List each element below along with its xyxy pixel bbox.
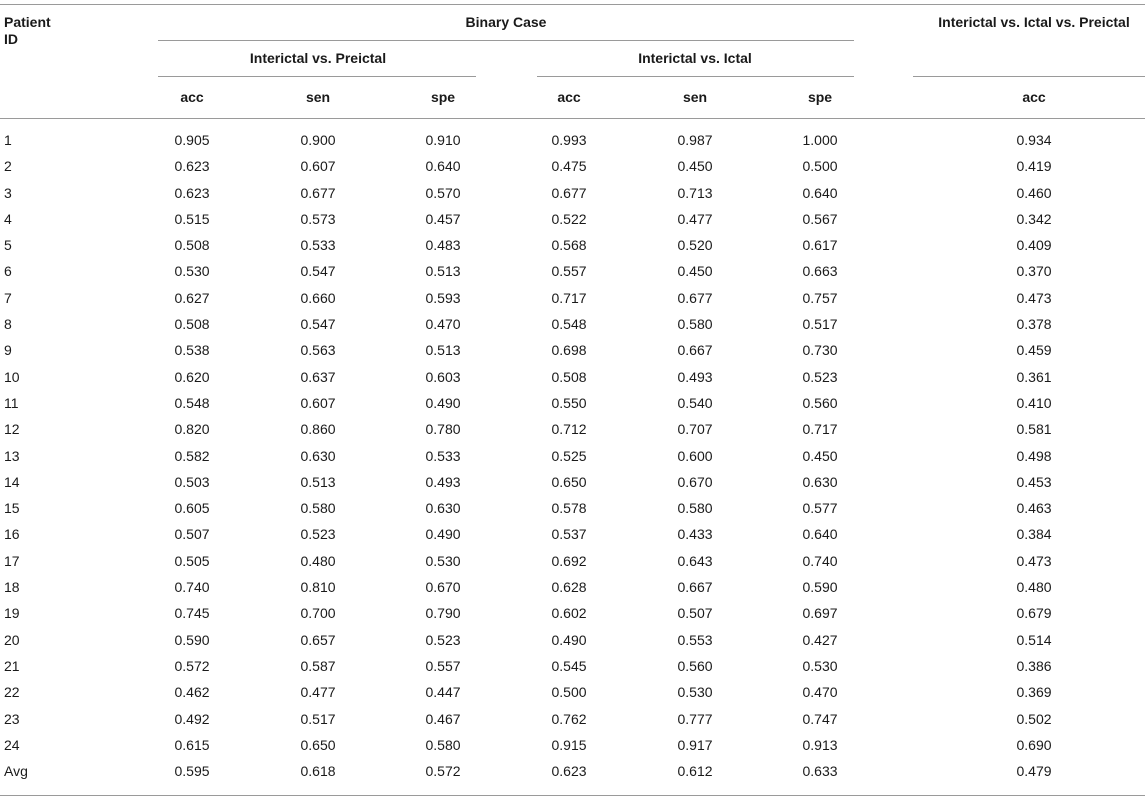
cell-spe-ii: 0.427 [802,631,838,648]
header-bottom-rule [0,118,1145,119]
cell-spe-ip: 0.570 [425,184,461,201]
cell-acc-ii: 0.500 [551,684,587,701]
table-body [0,128,1145,785]
three-class-rule [913,76,1145,77]
cell-acc-ip: 0.623 [174,158,210,175]
cell-sen-ii: 0.530 [677,684,713,701]
cell-sen-ii: 0.917 [677,736,713,753]
table-row [0,286,1145,312]
cell-acc-ip: 0.745 [174,605,210,622]
cell-acc-3class: 0.479 [1016,763,1052,780]
cell-acc-ip: 0.462 [174,684,210,701]
table-row [0,365,1145,391]
table-row [0,470,1145,496]
cell-spe-ii: 0.500 [802,158,838,175]
interictal-preictal-rule [158,76,476,77]
cell-sen-ip: 0.657 [300,631,336,648]
cell-patient-id: 19 [4,605,20,622]
binary-case-rule [158,40,854,41]
cell-acc-ip: 0.503 [174,473,210,490]
cell-spe-ip: 0.490 [425,526,461,543]
cell-acc-ii: 0.550 [551,394,587,411]
cell-acc-ip: 0.515 [174,210,210,227]
cell-sen-ip: 0.700 [300,605,336,622]
cell-spe-ii: 0.663 [802,263,838,280]
cell-spe-ii: 0.470 [802,684,838,701]
cell-patient-id: 6 [4,263,12,280]
cell-acc-ii: 0.475 [551,158,587,175]
cell-acc-ii: 0.717 [551,289,587,306]
cell-acc-ip: 0.820 [174,421,210,438]
table-row [0,181,1145,207]
cell-spe-ip: 0.593 [425,289,461,306]
cell-sen-ii: 0.612 [677,763,713,780]
cell-spe-ii: 0.633 [802,763,838,780]
cell-patient-id: 20 [4,631,20,648]
cell-spe-ip: 0.580 [425,736,461,753]
cell-acc-3class: 0.502 [1016,710,1052,727]
cell-acc-ip: 0.605 [174,500,210,517]
cell-spe-ip: 0.640 [425,158,461,175]
cell-sen-ip: 0.480 [300,552,336,569]
cell-spe-ip: 0.790 [425,605,461,622]
cell-sen-ip: 0.523 [300,526,336,543]
table-row [0,338,1145,364]
cell-patient-id: 1 [4,132,12,148]
metric-header-spe-ip: spe [430,89,456,105]
cell-acc-3class: 0.370 [1016,263,1052,280]
cell-acc-ip: 0.572 [174,657,210,674]
cell-acc-ii: 0.628 [551,579,587,596]
top-rule [0,4,1145,5]
patient-id-header [4,14,51,48]
table-row [0,259,1145,285]
cell-patient-id: 8 [4,316,12,333]
table-row [0,391,1145,417]
cell-spe-ip: 0.467 [425,710,461,727]
interictal-preictal-header: Interictal vs. Preictal [249,50,387,66]
cell-spe-ii: 0.697 [802,605,838,622]
cell-acc-ii: 0.557 [551,263,587,280]
cell-acc-ii: 0.623 [551,763,587,780]
cell-spe-ip: 0.603 [425,368,461,385]
patient-id-line2: ID [4,31,18,47]
cell-spe-ip: 0.910 [425,132,461,148]
cell-patient-id: 2 [4,158,12,175]
cell-acc-3class: 0.498 [1016,447,1052,464]
table-row [0,154,1145,180]
cell-sen-ii: 0.450 [677,158,713,175]
cell-acc-ii: 0.650 [551,473,587,490]
cell-spe-ii: 0.740 [802,552,838,569]
table-row [0,628,1145,654]
cell-patient-id: 24 [4,736,20,753]
table-row [0,496,1145,522]
cell-sen-ii: 0.777 [677,710,713,727]
cell-sen-ip: 0.477 [300,684,336,701]
cell-spe-ip: 0.572 [425,763,461,780]
cell-sen-ip: 0.533 [300,237,336,254]
cell-acc-3class: 0.378 [1016,316,1052,333]
cell-sen-ip: 0.900 [300,132,336,148]
cell-spe-ip: 0.457 [425,210,461,227]
cell-sen-ii: 0.987 [677,132,713,148]
cell-acc-ip: 0.538 [174,342,210,359]
cell-spe-ii: 0.523 [802,368,838,385]
cell-spe-ii: 0.913 [802,736,838,753]
cell-patient-id: 13 [4,447,20,464]
cell-acc-3class: 0.679 [1016,605,1052,622]
binary-case-header: Binary Case [465,14,547,30]
cell-sen-ii: 0.677 [677,289,713,306]
cell-acc-ii: 0.993 [551,132,587,148]
table-row [0,575,1145,601]
cell-sen-ii: 0.667 [677,579,713,596]
cell-acc-3class: 0.459 [1016,342,1052,359]
cell-acc-ii: 0.525 [551,447,587,464]
cell-sen-ii: 0.507 [677,605,713,622]
cell-sen-ip: 0.630 [300,447,336,464]
cell-acc-ii: 0.762 [551,710,587,727]
cell-spe-ii: 0.530 [802,657,838,674]
table-row [0,733,1145,759]
cell-sen-ii: 0.560 [677,657,713,674]
cell-acc-ii: 0.677 [551,184,587,201]
metric-header-sen-ii: sen [682,89,708,105]
bottom-rule [0,795,1145,796]
cell-acc-3class: 0.473 [1016,552,1052,569]
cell-patient-id: 14 [4,473,20,490]
table-row [0,233,1145,259]
cell-patient-id: Avg [4,763,28,780]
cell-sen-ip: 0.580 [300,500,336,517]
cell-sen-ip: 0.607 [300,394,336,411]
cell-patient-id: 10 [4,368,20,385]
cell-sen-ii: 0.450 [677,263,713,280]
cell-spe-ip: 0.780 [425,421,461,438]
cell-acc-3class: 0.361 [1016,368,1052,385]
cell-spe-ii: 0.517 [802,316,838,333]
cell-patient-id: 4 [4,210,12,227]
cell-spe-ip: 0.523 [425,631,461,648]
cell-sen-ii: 0.540 [677,394,713,411]
cell-acc-ip: 0.548 [174,394,210,411]
cell-patient-id: 5 [4,237,12,254]
cell-patient-id: 3 [4,184,12,201]
cell-sen-ip: 0.587 [300,657,336,674]
cell-sen-ip: 0.637 [300,368,336,385]
table-row [0,207,1145,233]
cell-patient-id: 9 [4,342,12,359]
cell-spe-ip: 0.470 [425,316,461,333]
table-row [0,549,1145,575]
cell-patient-id: 17 [4,552,20,569]
cell-acc-ii: 0.568 [551,237,587,254]
cell-sen-ip: 0.650 [300,736,336,753]
cell-acc-3class: 0.453 [1016,473,1052,490]
cell-acc-3class: 0.409 [1016,237,1052,254]
cell-acc-ip: 0.623 [174,184,210,201]
cell-sen-ii: 0.600 [677,447,713,464]
cell-sen-ip: 0.607 [300,158,336,175]
cell-patient-id: 22 [4,684,20,701]
cell-acc-ii: 0.490 [551,631,587,648]
cell-patient-id: 12 [4,421,20,438]
cell-spe-ii: 0.590 [802,579,838,596]
cell-sen-ii: 0.667 [677,342,713,359]
cell-acc-ip: 0.582 [174,447,210,464]
metric-header-spe-ii: spe [807,89,833,105]
cell-acc-ip: 0.492 [174,710,210,727]
table-row [0,128,1145,154]
cell-acc-3class: 0.342 [1016,210,1052,227]
table-row [0,444,1145,470]
cell-spe-ii: 0.757 [802,289,838,306]
cell-sen-ii: 0.580 [677,316,713,333]
cell-acc-ii: 0.602 [551,605,587,622]
cell-acc-3class: 0.369 [1016,684,1052,701]
cell-acc-ip: 0.505 [174,552,210,569]
cell-acc-ii: 0.522 [551,210,587,227]
cell-sen-ii: 0.553 [677,631,713,648]
cell-spe-ii: 0.567 [802,210,838,227]
cell-acc-ii: 0.537 [551,526,587,543]
cell-spe-ip: 0.493 [425,473,461,490]
cell-sen-ii: 0.670 [677,473,713,490]
cell-spe-ip: 0.630 [425,500,461,517]
cell-sen-ip: 0.660 [300,289,336,306]
table-row [0,654,1145,680]
cell-acc-ii: 0.508 [551,368,587,385]
cell-sen-ii: 0.713 [677,184,713,201]
cell-acc-ip: 0.620 [174,368,210,385]
cell-acc-ip: 0.615 [174,736,210,753]
cell-acc-3class: 0.386 [1016,657,1052,674]
cell-acc-ii: 0.548 [551,316,587,333]
cell-acc-3class: 0.690 [1016,736,1052,753]
cell-spe-ip: 0.670 [425,579,461,596]
cell-acc-ii: 0.545 [551,657,587,674]
cell-acc-3class: 0.460 [1016,184,1052,201]
cell-acc-ip: 0.508 [174,237,210,254]
cell-acc-3class: 0.384 [1016,526,1052,543]
cell-spe-ii: 0.747 [802,710,838,727]
cell-spe-ii: 0.640 [802,184,838,201]
table-row [0,707,1145,733]
cell-acc-ii: 0.578 [551,500,587,517]
cell-acc-ip: 0.508 [174,316,210,333]
cell-patient-id: 16 [4,526,20,543]
cell-sen-ip: 0.547 [300,263,336,280]
cell-sen-ip: 0.677 [300,184,336,201]
cell-sen-ip: 0.517 [300,710,336,727]
cell-spe-ip: 0.490 [425,394,461,411]
cell-sen-ii: 0.477 [677,210,713,227]
cell-patient-id: 23 [4,710,20,727]
cell-sen-ii: 0.707 [677,421,713,438]
cell-acc-ip: 0.530 [174,263,210,280]
patient-id-line1: Patient [4,14,51,30]
cell-spe-ip: 0.513 [425,263,461,280]
cell-spe-ip: 0.533 [425,447,461,464]
cell-acc-3class: 0.581 [1016,421,1052,438]
cell-acc-3class: 0.463 [1016,500,1052,517]
table-row [0,759,1145,785]
table-row [0,522,1145,548]
interictal-ictal-header: Interictal vs. Ictal [638,50,752,66]
cell-spe-ip: 0.557 [425,657,461,674]
table-row [0,417,1145,443]
cell-sen-ip: 0.573 [300,210,336,227]
metric-header-acc-ip: acc [180,89,204,105]
cell-sen-ip: 0.547 [300,316,336,333]
cell-patient-id: 15 [4,500,20,517]
cell-spe-ip: 0.530 [425,552,461,569]
cell-patient-id: 18 [4,579,20,596]
cell-acc-3class: 0.934 [1016,132,1052,148]
cell-spe-ii: 0.730 [802,342,838,359]
cell-spe-ii: 1.000 [802,132,838,148]
cell-sen-ip: 0.618 [300,763,336,780]
cell-spe-ii: 0.717 [802,421,838,438]
cell-sen-ii: 0.643 [677,552,713,569]
metric-header-acc-ii: acc [557,89,581,105]
table-row [0,601,1145,627]
cell-acc-ii: 0.698 [551,342,587,359]
cell-acc-ip: 0.595 [174,763,210,780]
cell-patient-id: 11 [4,394,19,411]
cell-spe-ii: 0.630 [802,473,838,490]
cell-spe-ip: 0.483 [425,237,461,254]
cell-patient-id: 21 [4,657,20,674]
cell-spe-ii: 0.640 [802,526,838,543]
interictal-ictal-rule [537,76,854,77]
cell-spe-ii: 0.577 [802,500,838,517]
metric-header-sen-ip: sen [305,89,331,105]
table-row [0,312,1145,338]
cell-acc-ip: 0.905 [174,132,210,148]
cell-spe-ii: 0.560 [802,394,838,411]
cell-spe-ip: 0.513 [425,342,461,359]
cell-acc-3class: 0.480 [1016,579,1052,596]
cell-sen-ip: 0.563 [300,342,336,359]
cell-patient-id: 7 [4,289,12,306]
cell-spe-ip: 0.447 [425,684,461,701]
cell-sen-ip: 0.860 [300,421,336,438]
table-row [0,680,1145,706]
three-class-header: Interictal vs. Ictal vs. Preictal [938,14,1130,30]
cell-spe-ii: 0.617 [802,237,838,254]
cell-sen-ip: 0.810 [300,579,336,596]
cell-acc-ii: 0.712 [551,421,587,438]
cell-sen-ii: 0.520 [677,237,713,254]
cell-acc-ip: 0.507 [174,526,210,543]
cell-acc-3class: 0.419 [1016,158,1052,175]
cell-acc-3class: 0.514 [1016,631,1052,648]
metric-header-acc-3class: acc [1022,89,1046,105]
cell-acc-ip: 0.740 [174,579,210,596]
cell-acc-ii: 0.915 [551,736,587,753]
cell-acc-3class: 0.473 [1016,289,1052,306]
cell-sen-ip: 0.513 [300,473,336,490]
cell-spe-ii: 0.450 [802,447,838,464]
cell-acc-ip: 0.590 [174,631,210,648]
cell-sen-ii: 0.493 [677,368,713,385]
cell-sen-ii: 0.580 [677,500,713,517]
cell-acc-ii: 0.692 [551,552,587,569]
cell-acc-3class: 0.410 [1016,394,1052,411]
cell-acc-ip: 0.627 [174,289,210,306]
cell-sen-ii: 0.433 [677,526,713,543]
